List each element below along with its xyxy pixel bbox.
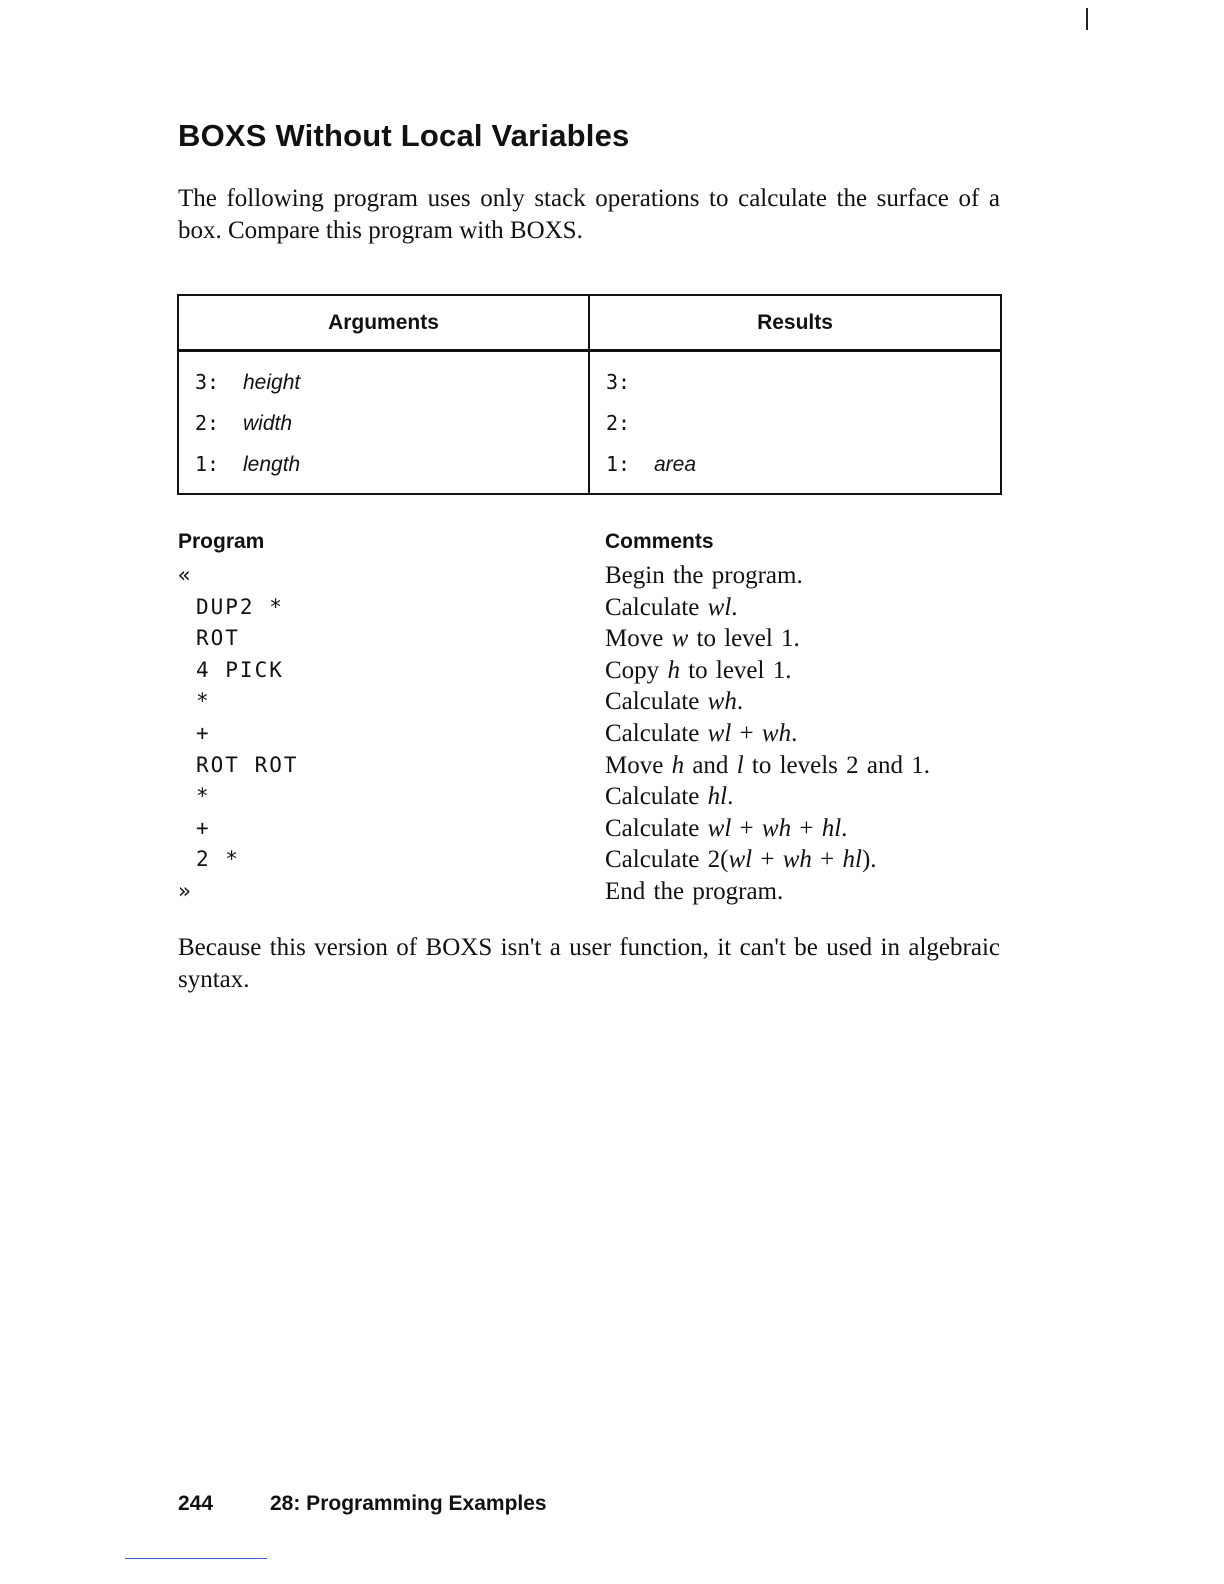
comment-line: Calculate hl.	[605, 783, 734, 811]
program-line: »	[178, 878, 193, 903]
program-line: 2 *	[196, 847, 240, 872]
program-line: *	[196, 784, 211, 809]
comment-line: Move w to level 1.	[605, 625, 800, 653]
result-line	[590, 362, 1000, 403]
argument-line	[179, 444, 588, 485]
program-line: +	[196, 720, 211, 745]
section-title: BOXS Without Local Variables	[178, 118, 630, 153]
stack-level: 3:	[606, 370, 631, 394]
program-line: DUP2 *	[196, 594, 284, 619]
comment-line: Calculate wl + wh.	[605, 719, 798, 747]
program-line: ROT	[196, 626, 240, 651]
stack-level: 2:	[606, 411, 631, 435]
results-header: Results	[589, 295, 1001, 351]
comments-header: Comments	[605, 530, 714, 553]
result-line	[590, 403, 1000, 444]
stack-level: 1:	[606, 452, 631, 476]
chapter-title: 28: Programming Examples	[270, 1492, 547, 1515]
program-line: +	[196, 815, 211, 840]
result-line	[590, 444, 1000, 485]
program-line: ROT ROT	[196, 752, 299, 777]
stack-object: width	[243, 412, 293, 435]
comment-line: Move h and l to levels 2 and 1.	[605, 751, 930, 779]
stack-diagram-table	[177, 294, 1002, 495]
stack-object: area	[654, 453, 697, 476]
results-cell	[589, 351, 1001, 495]
comment-line: Begin the program.	[605, 562, 803, 589]
page-footer	[178, 1492, 547, 1516]
page-number: 244	[178, 1492, 214, 1515]
arguments-header: Arguments	[178, 295, 589, 351]
stack-level: 1:	[195, 452, 220, 476]
comment-line: Calculate wh.	[605, 688, 744, 716]
closing-paragraph: Because this version of BOXS isn't a user function, it can't be used in algebraic syntax.	[178, 934, 1000, 993]
argument-line	[179, 403, 588, 444]
intro-paragraph: The following program uses only stack operations to calculate the surface of a box. Compare this program with BOXS.	[178, 185, 1000, 244]
page-edge-mark	[1086, 8, 1088, 30]
stack-object: length	[243, 453, 301, 476]
comment-line: Calculate 2(wl + wh + hl).	[605, 846, 877, 874]
comment-line: End the program.	[605, 877, 784, 905]
program-line: «	[178, 563, 193, 587]
comment-line: Calculate wl.	[605, 593, 738, 621]
program-line: 4 PICK	[196, 657, 284, 682]
bottom-rule	[125, 1558, 267, 1559]
arguments-cell	[178, 351, 589, 495]
stack-level: 3:	[195, 370, 220, 394]
program-header: Program	[178, 530, 265, 553]
stack-level: 2:	[195, 411, 220, 435]
program-line: *	[196, 689, 211, 714]
stack-object: height	[243, 371, 301, 394]
comment-listing	[605, 560, 930, 908]
comment-line: Copy h to level 1.	[605, 656, 792, 684]
program-listing	[178, 560, 299, 908]
comment-line: Calculate wl + wh + hl.	[605, 814, 848, 842]
argument-line	[179, 362, 588, 403]
